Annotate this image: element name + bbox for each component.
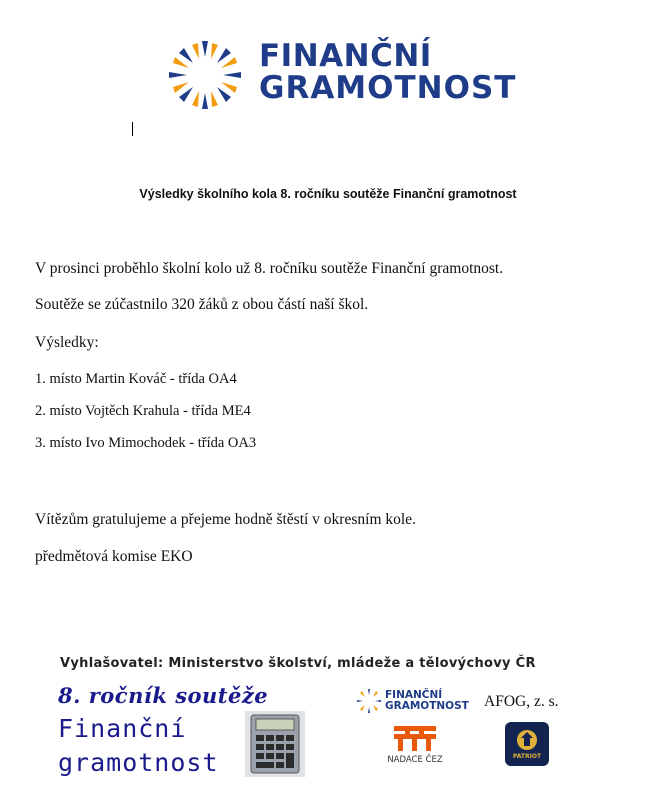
result-row: 1. místo Martin Kováč - třída OA4	[35, 371, 237, 387]
signature: předmětová komise EKO	[35, 548, 193, 565]
financni-gramotnost-logo	[165, 38, 517, 110]
small-logo-line1: FINANČNÍ	[385, 689, 443, 701]
logo-line2: GRAMOTNOST	[259, 70, 517, 106]
edition-label: 8. ročník soutěže	[58, 683, 269, 708]
result-row: 3. místo Ivo Mimochodek - třída OA3	[35, 435, 257, 451]
sun-logo-small-icon	[356, 688, 382, 714]
logo-line1: FINANČNÍ	[259, 38, 432, 74]
results-heading: Výsledky:	[35, 334, 99, 351]
nadace-cez-logo	[382, 722, 448, 770]
financni-gramotnost-small-logo	[356, 688, 469, 714]
competition-name-line1: Finanční	[58, 714, 187, 743]
intro-paragraph: V prosinci proběhlo školní kolo už 8. ročníku soutěže Finanční gramotnost.	[35, 260, 504, 277]
text-cursor	[132, 122, 133, 136]
calculator-icon	[245, 711, 305, 777]
small-logo-line2: GRAMOTNOST	[385, 700, 469, 712]
result-row: 2. místo Vojtěch Krahula - třída ME4	[35, 403, 251, 419]
logo-wordmark	[259, 40, 516, 104]
sponsor-line: Vyhlašovatel: Ministerstvo školství, mládeže a tělovýchovy ČR	[60, 656, 536, 671]
patriot-label: PATRIOT	[512, 753, 542, 760]
small-logo-wordmark	[385, 690, 469, 712]
cez-label: NADACE ČEZ	[387, 755, 443, 765]
sun-logo-icon	[165, 40, 245, 110]
congrats-paragraph: Vítězům gratulujeme a přejeme hodně štěstí v okresním kole.	[35, 511, 416, 528]
participants-paragraph: Soutěže se zúčastnilo 320 žáků z obou částí naší škol.	[35, 296, 369, 313]
document-title: Výsledky školního kola 8. ročníku soutěže Finanční gramotnost	[139, 187, 517, 201]
competition-name-line2: gramotnost	[58, 748, 219, 777]
afog-label: AFOG, z. s.	[484, 693, 559, 710]
cez-mark-icon	[382, 722, 448, 754]
patriot-logo	[505, 722, 549, 766]
